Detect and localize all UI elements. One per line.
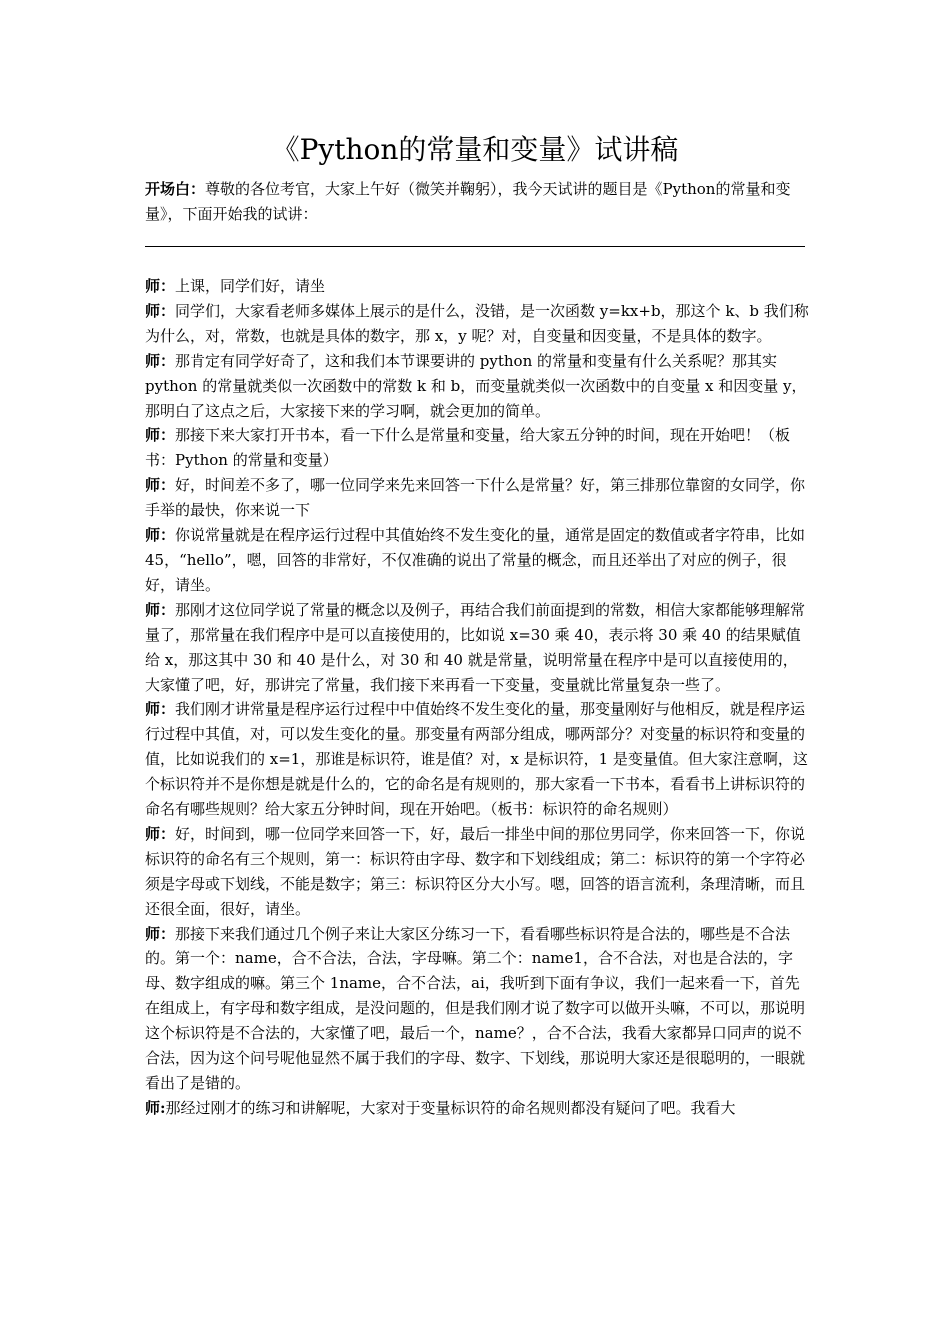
paragraph-text: 上课，同学们好，请坐	[175, 277, 326, 295]
speaker-label: 师：	[145, 600, 176, 619]
dialogue-paragraph-6	[145, 523, 810, 598]
paragraph-text: 那经过刚才的练习和讲解呢，大家对于变量标识符的命名规则都没有疑问了吧。我看大	[165, 1098, 736, 1117]
dialogue-paragraph-11	[145, 1096, 810, 1121]
paragraph-text: 好，时间到，哪一位同学来回答一下，好，最后一排坐中间的那位男同学，你来回答一下，你说标识符的命名有三个规则，第一：标识符由字母、数字和下划线组成；第二：标识符的第一个字符必须是字母或下划线，不能是数字；第三：标识符区分大小写。嗯，回答的语言流利，条理清晰，而且还很全面，很好，请坐。	[145, 824, 806, 918]
speaker-label: 师:	[145, 1098, 166, 1117]
speaker-label: 师：	[145, 301, 176, 320]
opening-text: 尊敬的各位考官，大家上午好（微笑并鞠躬），我今天试讲的题目是《Python的常量和变量》，下面开始我的试讲：	[145, 180, 791, 223]
opening-label: 开场白：	[145, 180, 206, 198]
speaker-label: 师：	[145, 824, 176, 843]
dialogue-paragraph-3	[145, 349, 810, 424]
section-divider	[145, 246, 805, 247]
dialogue-paragraph-7	[145, 598, 810, 698]
dialogue-paragraph-9	[145, 822, 810, 922]
document-title: 《Python的常量和变量》试讲稿	[271, 133, 679, 166]
dialogue-paragraph-8	[145, 697, 810, 822]
speaker-label: 师：	[145, 700, 176, 719]
speaker-label: 师：	[145, 426, 176, 445]
paragraph-text: 那接下来我们通过几个例子来让大家区分练习一下，看看哪些标识符是合法的，哪些是不合法的。第一个：name，合不合法，合法，字母嘛。第二个：name1，合不合法，对也是合法的，字母、数字组成的嘛。第三个 1name，合不合法，ai，我听到下面有争议，我们一起来看一下，首先在组成上，有字母和数字组成，是没问题的，但是我们刚才说了数字可以做开头嘛，不可以，那说明这个标识符是不合法的，大家懂了吧，最后一个，name？，合不合法，我看大家都异口同声的说不合法，因为这个问号呢他显然不属于我们的字母、数字、下划线，那说明大家还是很聪明的，一眼就看出了是错的。	[145, 924, 806, 1092]
dialogue-paragraph-5	[145, 473, 810, 523]
paragraph-text: 那接下来大家打开书本，看一下什么是常量和变量，给大家五分钟的时间，现在开始吧！（板书：Python 的常量和变量）	[145, 426, 791, 470]
speaker-label: 师：	[145, 476, 176, 495]
dialogue-body	[145, 274, 810, 1121]
opening-remarks	[145, 177, 810, 227]
dialogue-paragraph-2	[145, 299, 810, 349]
paragraph-text: 同学们，大家看老师多媒体上展示的是什么，没错，是一次函数 y=kx+b，那这个 k、b 我们称为什么，对，常数，也就是具体的数字，那 x，y 呢？对，自变量和因变量，不是具体的数字。	[145, 301, 809, 345]
dialogue-paragraph-1	[145, 274, 810, 299]
dialogue-paragraph-4	[145, 423, 810, 473]
paragraph-text: 好，时间差不多了，哪一位同学来先来回答一下什么是常量？好，第三排那位靠窗的女同学，你手举的最快，你来说一下	[145, 476, 806, 520]
paragraph-text: 我们刚才讲常量是程序运行过程中中值始终不发生变化的量，那变量刚好与他相反，就是程序运行过程中其值，对，可以发生变化的量。那变量有两部分组成，哪两部分？对变量的标识符和变量的值，比如说我们的 x=1，那谁是标识符，谁是值？对，x 是标识符，1 是变量值。但大家注意啊，这个标识符并不是你想是就是什么的，它的命名是有规则的，那大家看一下书本，看看书上讲标识符的命名有哪些规则？给大家五分钟时间，现在开始吧。（板书：标识符的命名规则）	[145, 700, 808, 819]
paragraph-text: 你说常量就是在程序运行过程中其值始终不发生变化的量，通常是固定的数值或者字符串，比如 45，“hello”，嗯，回答的非常好，不仅准确的说出了常量的概念，而且还举出了对应的例子，很好，请坐。	[145, 526, 806, 594]
dialogue-paragraph-10	[145, 922, 810, 1096]
speaker-label: 师：	[145, 351, 176, 370]
speaker-label: 师：	[145, 924, 176, 943]
speaker-label: 师：	[145, 277, 176, 295]
paragraph-text: 那刚才这位同学说了常量的概念以及例子，再结合我们前面提到的常数，相信大家都能够理解常量了，那常量在我们程序中是可以直接使用的，比如说 x=30 乘 40，表示将 30 乘 40 的结果赋值给 x，那这其中 30 和 40 是什么，对 30 和 40 就是常量，说明常量在程序中是可以直接使用的，大家懂了吧，好，那讲完了常量，我们接下来再看一下变量，变量就比常量复杂一些了。	[145, 600, 806, 694]
speaker-label: 师：	[145, 526, 176, 545]
paragraph-text: 那肯定有同学好奇了，这和我们本节课要讲的 python 的常量和变量有什么关系呢？那其实 python 的常量就类似一次函数中的常数 k 和 b，而变量就类似一次函数中的自变量 x 和因变量 y，那明白了这点之后，大家接下来的学习啊，就会更加的简单。	[145, 351, 807, 420]
